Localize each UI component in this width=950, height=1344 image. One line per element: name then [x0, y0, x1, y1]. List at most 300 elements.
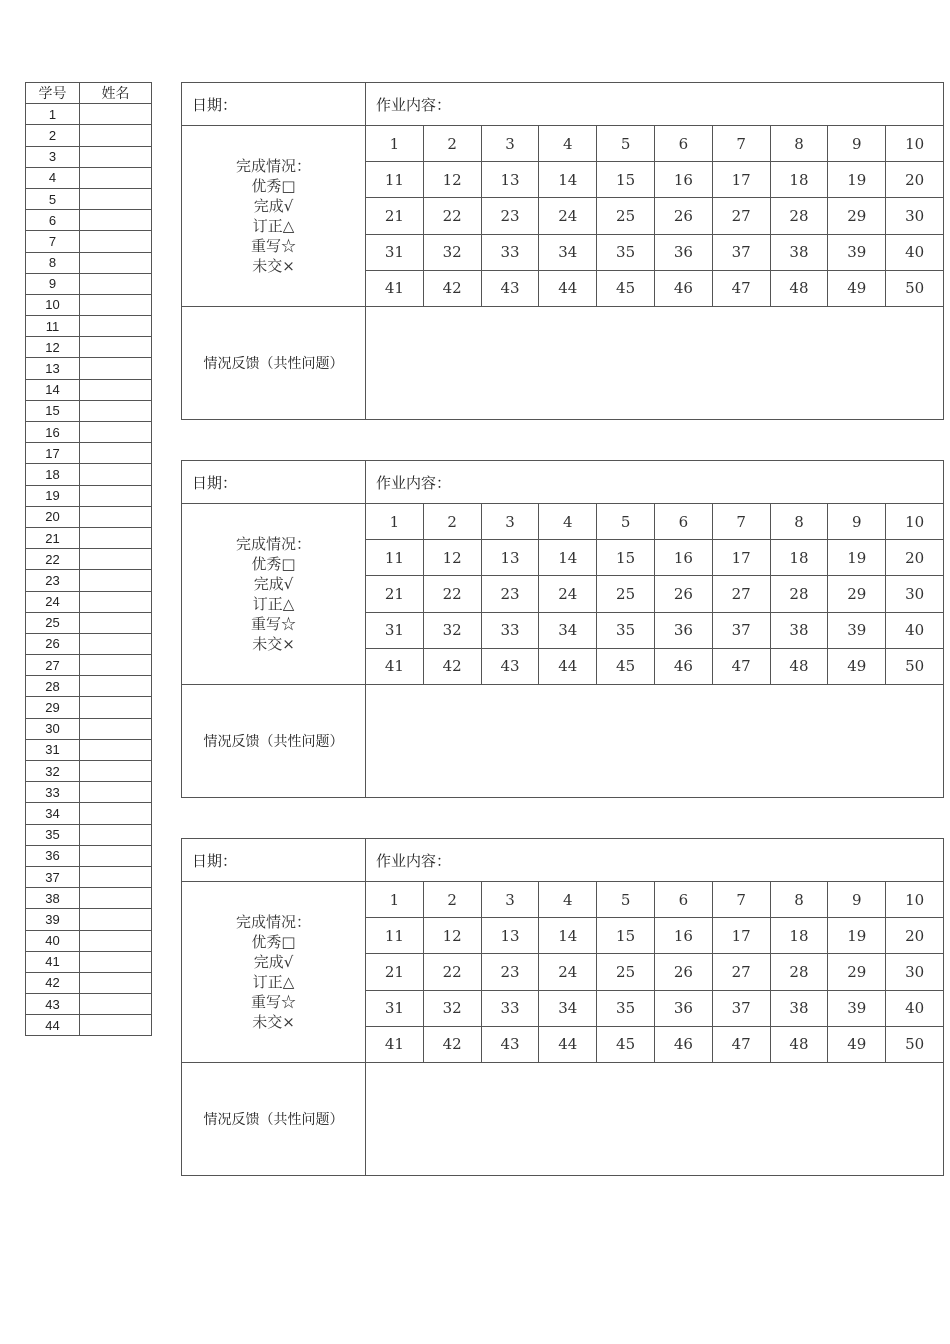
student-name-field[interactable] [80, 1015, 152, 1036]
student-number-cell[interactable]: 37 [712, 612, 770, 648]
student-number-cell[interactable]: 41 [366, 270, 424, 306]
student-number-cell[interactable]: 13 [481, 918, 539, 954]
student-name-field[interactable] [80, 655, 152, 676]
student-name-field[interactable] [80, 167, 152, 188]
student-id: 33 [26, 782, 80, 803]
student-name-field[interactable] [80, 697, 152, 718]
student-number-cell[interactable]: 3 [481, 882, 539, 918]
student-id: 25 [26, 612, 80, 633]
student-number-cell[interactable]: 27 [712, 198, 770, 234]
student-number-cell[interactable]: 20 [886, 162, 944, 198]
student-number-cell[interactable]: 16 [654, 918, 712, 954]
student-id: 4 [26, 167, 80, 188]
student-number-cell[interactable]: 44 [539, 648, 597, 684]
student-name-field[interactable] [80, 866, 152, 887]
roster-row [26, 739, 152, 760]
student-name-field[interactable] [80, 676, 152, 697]
student-name-field[interactable] [80, 549, 152, 570]
student-name-field[interactable] [80, 231, 152, 252]
student-name-field[interactable] [80, 633, 152, 654]
student-number-cell[interactable]: 13 [481, 162, 539, 198]
student-number-cell[interactable]: 6 [654, 504, 712, 540]
student-number-cell[interactable]: 17 [712, 918, 770, 954]
student-number-cell[interactable]: 13 [481, 540, 539, 576]
roster-row [26, 612, 152, 633]
student-number-cell[interactable]: 11 [366, 540, 424, 576]
feedback-label: 情况反馈（共性问题） [182, 1062, 366, 1175]
student-number-cell[interactable]: 50 [886, 648, 944, 684]
roster-header-name: 姓名 [80, 83, 152, 104]
student-number-cell[interactable]: 45 [597, 648, 655, 684]
feedback-row [182, 306, 944, 419]
student-number-cell[interactable]: 14 [539, 162, 597, 198]
student-number-cell[interactable]: 43 [481, 1026, 539, 1062]
student-number-cell[interactable]: 40 [886, 990, 944, 1026]
student-number-cell[interactable]: 11 [366, 918, 424, 954]
student-id: 31 [26, 739, 80, 760]
student-name-field[interactable] [80, 252, 152, 273]
student-number-cell[interactable]: 8 [770, 504, 828, 540]
student-number-cell[interactable]: 3 [481, 504, 539, 540]
student-number-cell[interactable]: 43 [481, 270, 539, 306]
student-number-cell[interactable]: 37 [712, 990, 770, 1026]
student-id: 1 [26, 104, 80, 125]
student-number-cell[interactable]: 6 [654, 126, 712, 162]
feedback-field[interactable] [366, 306, 944, 419]
student-number-cell[interactable]: 47 [712, 270, 770, 306]
student-name-field[interactable] [80, 506, 152, 527]
feedback-field[interactable] [366, 1062, 944, 1175]
student-name-field[interactable] [80, 337, 152, 358]
student-number-cell[interactable]: 21 [366, 576, 424, 612]
roster-row [26, 485, 152, 506]
student-number-cell[interactable]: 6 [654, 882, 712, 918]
roster-row [26, 951, 152, 972]
status-legend-line: 重写☆ [250, 992, 296, 1011]
student-number-cell[interactable]: 9 [828, 882, 886, 918]
student-number-cell[interactable]: 49 [828, 648, 886, 684]
roster-row [26, 591, 152, 612]
status-legend-line: 未交× [252, 1012, 295, 1031]
student-number-cell[interactable]: 4 [539, 882, 597, 918]
status-legend-line: 订正△ [252, 216, 295, 235]
student-number-cell[interactable]: 15 [597, 162, 655, 198]
roster-row [26, 273, 152, 294]
student-number-cell[interactable]: 31 [366, 990, 424, 1026]
student-number-cell[interactable]: 44 [539, 1026, 597, 1062]
student-name-field[interactable] [80, 146, 152, 167]
student-number-cell[interactable]: 7 [712, 882, 770, 918]
student-number-cell[interactable]: 28 [770, 954, 828, 990]
student-number-cell[interactable]: 40 [886, 612, 944, 648]
roster-row [26, 549, 152, 570]
feedback-label: 情况反馈（共性问题） [182, 306, 366, 419]
completion-status-legend [182, 504, 366, 685]
student-name-field[interactable] [80, 104, 152, 125]
roster-row [26, 379, 152, 400]
student-number-cell[interactable]: 23 [481, 576, 539, 612]
student-number-cell[interactable]: 19 [828, 162, 886, 198]
student-name-field[interactable] [80, 210, 152, 231]
student-number-cell[interactable]: 21 [366, 954, 424, 990]
roster-row [26, 888, 152, 909]
student-number-cell[interactable]: 12 [423, 162, 481, 198]
student-number-cell[interactable]: 48 [770, 270, 828, 306]
student-number-cell[interactable]: 24 [539, 954, 597, 990]
student-number-cell[interactable]: 43 [481, 648, 539, 684]
student-number-cell[interactable]: 44 [539, 270, 597, 306]
student-id: 35 [26, 824, 80, 845]
student-number-cell[interactable]: 35 [597, 612, 655, 648]
student-name-field[interactable] [80, 803, 152, 824]
student-number-cell[interactable]: 4 [539, 504, 597, 540]
student-number-cell[interactable]: 21 [366, 198, 424, 234]
student-number-cell[interactable]: 39 [828, 234, 886, 270]
status-legend-line: 优秀□ [251, 932, 296, 951]
student-number-cell[interactable]: 31 [366, 234, 424, 270]
student-id: 5 [26, 188, 80, 209]
status-legend-line: 完成√ [253, 574, 294, 593]
student-number-cell[interactable]: 9 [828, 126, 886, 162]
student-number-cell[interactable]: 45 [597, 270, 655, 306]
roster-row [26, 655, 152, 676]
roster-row [26, 210, 152, 231]
student-id: 28 [26, 676, 80, 697]
student-number-cell[interactable]: 26 [654, 576, 712, 612]
status-legend-line: 重写☆ [250, 236, 296, 255]
student-number-cell[interactable]: 10 [886, 126, 944, 162]
roster-row [26, 188, 152, 209]
student-number-cell[interactable]: 39 [828, 612, 886, 648]
roster-row [26, 252, 152, 273]
student-name-field[interactable] [80, 591, 152, 612]
student-number-cell[interactable]: 20 [886, 540, 944, 576]
student-number-cell[interactable]: 25 [597, 198, 655, 234]
student-number-cell[interactable]: 27 [712, 954, 770, 990]
student-number-cell[interactable]: 17 [712, 162, 770, 198]
student-name-field[interactable] [80, 188, 152, 209]
student-number-cell[interactable]: 7 [712, 504, 770, 540]
student-number-cell[interactable]: 36 [654, 234, 712, 270]
student-number-cell[interactable]: 36 [654, 612, 712, 648]
student-name-field[interactable] [80, 782, 152, 803]
student-name-field[interactable] [80, 930, 152, 951]
student-id: 15 [26, 400, 80, 421]
student-name-field[interactable] [80, 125, 152, 146]
student-number-cell[interactable]: 1 [366, 504, 424, 540]
student-number-cell[interactable]: 29 [828, 576, 886, 612]
student-number-cell[interactable]: 17 [712, 540, 770, 576]
student-name-field[interactable] [80, 612, 152, 633]
student-number-cell[interactable]: 1 [366, 126, 424, 162]
student-id: 34 [26, 803, 80, 824]
student-number-cell[interactable]: 39 [828, 990, 886, 1026]
student-number-cell[interactable]: 35 [597, 234, 655, 270]
status-legend-line: 订正△ [252, 972, 295, 991]
student-id: 24 [26, 591, 80, 612]
homework-record-block [181, 82, 944, 420]
roster-row [26, 358, 152, 379]
student-number-cell[interactable]: 11 [366, 162, 424, 198]
student-number-cell[interactable]: 15 [597, 540, 655, 576]
roster-row [26, 782, 152, 803]
student-number-cell[interactable]: 18 [770, 540, 828, 576]
date-field[interactable]: 日期： [182, 83, 366, 126]
student-number-cell[interactable]: 12 [423, 540, 481, 576]
student-name-field[interactable] [80, 972, 152, 993]
feedback-row [182, 684, 944, 797]
student-number-cell[interactable]: 15 [597, 918, 655, 954]
student-name-field[interactable] [80, 464, 152, 485]
roster-row [26, 676, 152, 697]
student-number-cell[interactable]: 32 [423, 612, 481, 648]
student-name-field[interactable] [80, 909, 152, 930]
student-number-cell[interactable]: 7 [712, 126, 770, 162]
student-id: 26 [26, 633, 80, 654]
student-number-cell[interactable]: 8 [770, 126, 828, 162]
roster-row [26, 231, 152, 252]
homework-content-field[interactable]: 作业内容： [366, 461, 944, 504]
student-id: 6 [26, 210, 80, 231]
student-name-field[interactable] [80, 379, 152, 400]
student-id: 9 [26, 273, 80, 294]
roster-row [26, 909, 152, 930]
student-number-cell[interactable]: 19 [828, 540, 886, 576]
student-number-cell[interactable]: 26 [654, 198, 712, 234]
student-number-cell[interactable]: 34 [539, 612, 597, 648]
student-id: 40 [26, 930, 80, 951]
feedback-row [182, 1062, 944, 1175]
feedback-field[interactable] [366, 684, 944, 797]
roster-header-id: 学号 [26, 83, 80, 104]
student-name-field[interactable] [80, 739, 152, 760]
student-name-field[interactable] [80, 824, 152, 845]
roster-row [26, 104, 152, 125]
student-id: 23 [26, 570, 80, 591]
student-number-cell[interactable]: 18 [770, 162, 828, 198]
student-number-row [182, 504, 944, 540]
student-number-cell[interactable]: 38 [770, 990, 828, 1026]
completion-status-legend [182, 126, 366, 307]
student-number-cell[interactable]: 41 [366, 1026, 424, 1062]
student-name-field[interactable] [80, 527, 152, 548]
student-number-cell[interactable]: 1 [366, 882, 424, 918]
student-name-field[interactable] [80, 400, 152, 421]
student-number-cell[interactable]: 29 [828, 198, 886, 234]
student-number-cell[interactable]: 41 [366, 648, 424, 684]
homework-record-block [181, 838, 944, 1176]
student-name-field[interactable] [80, 994, 152, 1015]
student-number-cell[interactable]: 38 [770, 234, 828, 270]
student-number-cell[interactable]: 3 [481, 126, 539, 162]
student-number-cell[interactable]: 48 [770, 648, 828, 684]
roster-row [26, 803, 152, 824]
student-name-field[interactable] [80, 422, 152, 443]
student-number-cell[interactable]: 38 [770, 612, 828, 648]
student-number-cell[interactable]: 19 [828, 918, 886, 954]
student-number-cell[interactable]: 22 [423, 198, 481, 234]
student-number-cell[interactable]: 34 [539, 990, 597, 1026]
student-number-cell[interactable]: 25 [597, 576, 655, 612]
student-number-cell[interactable]: 49 [828, 1026, 886, 1062]
roster-row [26, 337, 152, 358]
student-id: 2 [26, 125, 80, 146]
date-field[interactable]: 日期： [182, 839, 366, 882]
student-id: 11 [26, 316, 80, 337]
student-number-cell[interactable]: 9 [828, 504, 886, 540]
status-legend-line: 优秀□ [251, 176, 296, 195]
roster-row [26, 506, 152, 527]
roster-row [26, 866, 152, 887]
block-header-row [182, 83, 944, 126]
student-number-cell[interactable]: 33 [481, 612, 539, 648]
student-number-cell[interactable]: 37 [712, 234, 770, 270]
homework-content-field[interactable]: 作业内容： [366, 83, 944, 126]
student-roster-table [25, 82, 152, 1036]
student-number-cell[interactable]: 5 [597, 504, 655, 540]
status-legend-line: 未交× [252, 256, 295, 275]
student-number-cell[interactable]: 48 [770, 1026, 828, 1062]
status-legend-line: 完成情况： [235, 534, 311, 553]
student-id: 44 [26, 1015, 80, 1036]
student-id: 20 [26, 506, 80, 527]
student-number-cell[interactable]: 42 [423, 270, 481, 306]
student-number-cell[interactable]: 10 [886, 882, 944, 918]
student-number-cell[interactable]: 28 [770, 576, 828, 612]
roster-row [26, 443, 152, 464]
roster-row [26, 718, 152, 739]
student-number-cell[interactable]: 27 [712, 576, 770, 612]
student-number-cell[interactable]: 2 [423, 882, 481, 918]
student-number-cell[interactable]: 46 [654, 648, 712, 684]
student-number-cell[interactable]: 4 [539, 126, 597, 162]
status-legend-line: 重写☆ [250, 614, 296, 633]
student-number-cell[interactable]: 33 [481, 990, 539, 1026]
student-name-field[interactable] [80, 316, 152, 337]
student-number-cell[interactable]: 31 [366, 612, 424, 648]
homework-content-field[interactable]: 作业内容： [366, 839, 944, 882]
student-id: 43 [26, 994, 80, 1015]
student-name-field[interactable] [80, 718, 152, 739]
student-number-cell[interactable]: 24 [539, 198, 597, 234]
student-number-cell[interactable]: 28 [770, 198, 828, 234]
student-number-cell[interactable]: 32 [423, 234, 481, 270]
block-header-row [182, 461, 944, 504]
roster-row [26, 167, 152, 188]
student-number-cell[interactable]: 50 [886, 1026, 944, 1062]
student-number-cell[interactable]: 47 [712, 1026, 770, 1062]
student-number-cell[interactable]: 8 [770, 882, 828, 918]
student-name-field[interactable] [80, 888, 152, 909]
student-number-cell[interactable]: 33 [481, 234, 539, 270]
student-number-cell[interactable]: 5 [597, 882, 655, 918]
student-id: 7 [26, 231, 80, 252]
student-name-field[interactable] [80, 570, 152, 591]
student-id: 42 [26, 972, 80, 993]
student-number-cell[interactable]: 45 [597, 1026, 655, 1062]
student-number-cell[interactable]: 49 [828, 270, 886, 306]
student-name-field[interactable] [80, 294, 152, 315]
student-number-cell[interactable]: 24 [539, 576, 597, 612]
student-id: 27 [26, 655, 80, 676]
roster-row [26, 633, 152, 654]
student-number-cell[interactable]: 2 [423, 504, 481, 540]
student-number-cell[interactable]: 36 [654, 990, 712, 1026]
student-number-cell[interactable]: 46 [654, 1026, 712, 1062]
student-name-field[interactable] [80, 761, 152, 782]
roster-row [26, 1015, 152, 1036]
student-id: 41 [26, 951, 80, 972]
student-id: 30 [26, 718, 80, 739]
student-number-cell[interactable]: 46 [654, 270, 712, 306]
student-id: 38 [26, 888, 80, 909]
status-legend-line: 完成√ [253, 196, 294, 215]
student-number-cell[interactable]: 30 [886, 576, 944, 612]
student-number-cell[interactable]: 2 [423, 126, 481, 162]
student-number-cell[interactable]: 23 [481, 198, 539, 234]
student-name-field[interactable] [80, 443, 152, 464]
roster-row [26, 697, 152, 718]
student-number-cell[interactable]: 22 [423, 954, 481, 990]
student-number-cell[interactable]: 16 [654, 162, 712, 198]
student-id: 17 [26, 443, 80, 464]
student-number-cell[interactable]: 35 [597, 990, 655, 1026]
student-number-cell[interactable]: 12 [423, 918, 481, 954]
student-id: 10 [26, 294, 80, 315]
roster-row [26, 527, 152, 548]
student-number-cell[interactable]: 42 [423, 1026, 481, 1062]
status-legend-line: 未交× [252, 634, 295, 653]
status-legend-line: 完成情况： [235, 156, 311, 175]
student-name-field[interactable] [80, 845, 152, 866]
student-id: 37 [26, 866, 80, 887]
student-number-cell[interactable]: 14 [539, 918, 597, 954]
student-id: 19 [26, 485, 80, 506]
student-number-cell[interactable]: 5 [597, 126, 655, 162]
student-number-cell[interactable]: 30 [886, 954, 944, 990]
student-number-cell[interactable]: 50 [886, 270, 944, 306]
student-number-cell[interactable]: 40 [886, 234, 944, 270]
student-number-cell[interactable]: 42 [423, 648, 481, 684]
student-id: 36 [26, 845, 80, 866]
student-name-field[interactable] [80, 273, 152, 294]
student-name-field[interactable] [80, 485, 152, 506]
student-number-cell[interactable]: 29 [828, 954, 886, 990]
student-id: 32 [26, 761, 80, 782]
roster-row [26, 824, 152, 845]
student-name-field[interactable] [80, 951, 152, 972]
student-number-cell[interactable]: 30 [886, 198, 944, 234]
student-number-cell[interactable]: 34 [539, 234, 597, 270]
student-number-cell[interactable]: 26 [654, 954, 712, 990]
student-number-cell[interactable]: 22 [423, 576, 481, 612]
student-number-cell[interactable]: 14 [539, 540, 597, 576]
roster-row [26, 146, 152, 167]
student-number-cell[interactable]: 20 [886, 918, 944, 954]
date-field[interactable]: 日期： [182, 461, 366, 504]
roster-row [26, 994, 152, 1015]
roster-row [26, 316, 152, 337]
student-number-cell[interactable]: 25 [597, 954, 655, 990]
student-id: 12 [26, 337, 80, 358]
student-number-cell[interactable]: 47 [712, 648, 770, 684]
student-number-cell[interactable]: 10 [886, 504, 944, 540]
student-number-cell[interactable]: 32 [423, 990, 481, 1026]
student-number-cell[interactable]: 16 [654, 540, 712, 576]
student-name-field[interactable] [80, 358, 152, 379]
student-number-cell[interactable]: 23 [481, 954, 539, 990]
student-number-cell[interactable]: 18 [770, 918, 828, 954]
